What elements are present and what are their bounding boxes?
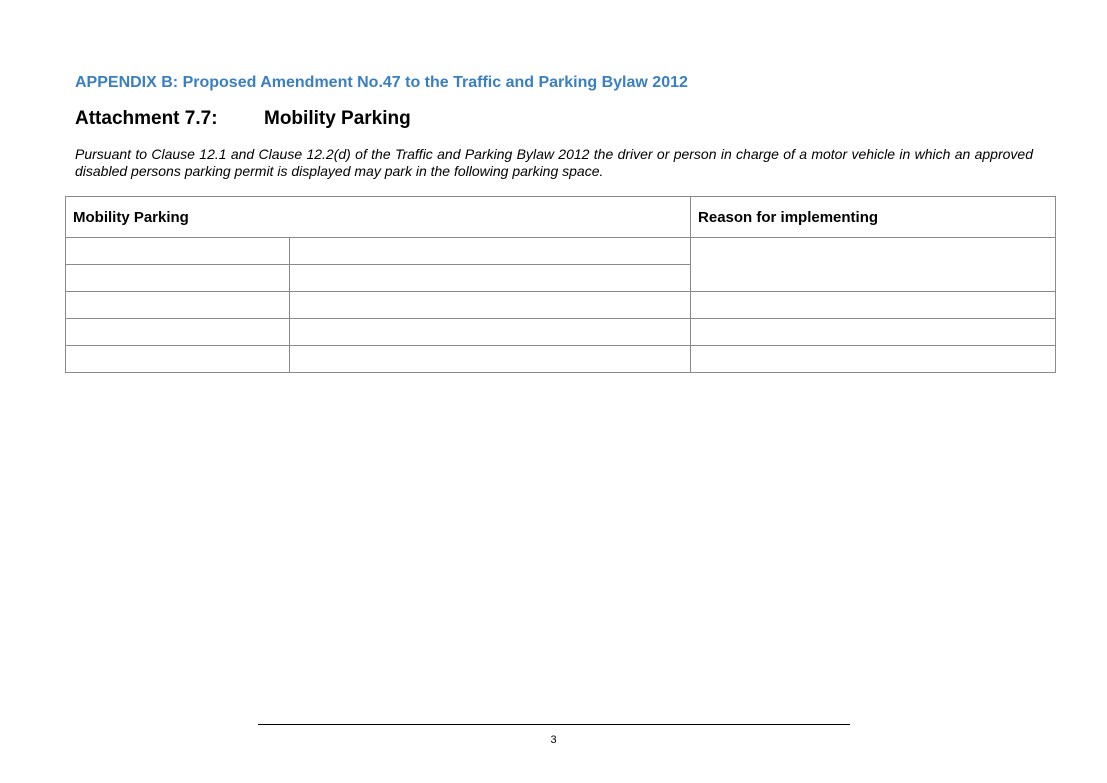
table-cell (66, 292, 290, 319)
header-mobility-parking: Mobility Parking (66, 197, 691, 238)
table-header-row (66, 197, 1056, 238)
table-cell (691, 319, 1056, 346)
intro-paragraph: Pursuant to Clause 12.1 and Clause 12.2(d) of the Traffic and Parking Bylaw 2012 the driver or person in charge of a motor vehicle in which an approved disabled persons parking permit is displayed may park in the following parking space. (75, 146, 1033, 179)
table-cell (66, 346, 290, 373)
table-cell (290, 346, 691, 373)
table-cell (691, 292, 1056, 319)
attachment-title: Mobility Parking (264, 108, 411, 129)
table-cell (290, 319, 691, 346)
attachment-heading (75, 108, 411, 130)
table-row (66, 292, 1056, 319)
table-row (66, 238, 1056, 265)
page-number: 3 (550, 734, 557, 746)
table-cell (290, 265, 691, 292)
table-cell (66, 238, 290, 265)
attachment-number: Attachment 7.7: (75, 108, 218, 129)
table-cell (66, 265, 290, 292)
appendix-heading: APPENDIX B: Proposed Amendment No.47 to the Traffic and Parking Bylaw 2012 (75, 74, 688, 91)
table-cell (691, 346, 1056, 373)
table-cell (691, 238, 1056, 292)
table-cell (66, 319, 290, 346)
table-cell (290, 292, 691, 319)
footer-divider (258, 724, 850, 725)
table-row (66, 346, 1056, 373)
table-cell (290, 238, 691, 265)
header-reason-for-implementing: Reason for implementing (691, 197, 1056, 238)
table-row (66, 319, 1056, 346)
mobility-parking-table (65, 196, 1056, 373)
